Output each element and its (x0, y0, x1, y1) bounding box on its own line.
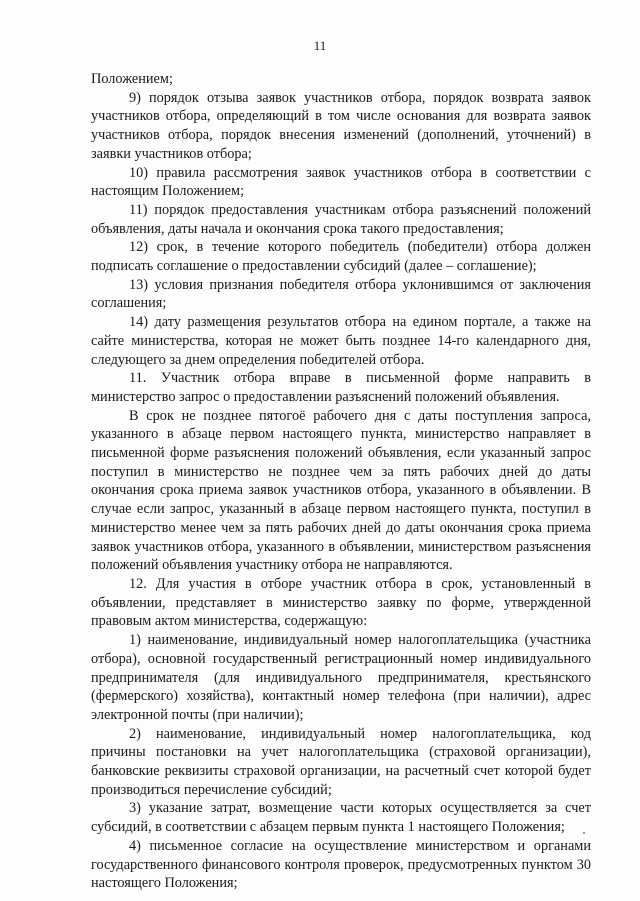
paragraph: 11. Участник отбора вправе в письменной форме направить в министерство запрос о предоставлении разъяснений положений объявления. (91, 370, 591, 405)
paragraph: 9) порядок отзыва заявок участников отбора, порядок возврата заявок участников отбора, определяющий в том числе основания для возврата заявок участников отбора, порядок внесения изменений (дополнений, уточнений) в заявки участников отбора; (91, 89, 591, 162)
paragraph: 10) правила рассмотрения заявок участников отбора в соответствии с настоящим Положением; (91, 164, 591, 200)
paragraph: 4) письменное согласие на осуществление министерством и органами государственного финансового контроля проверок, предусмотренных пунктом 30 настоящего Положения; (91, 837, 591, 892)
paragraph: Положением; (91, 71, 173, 87)
scan-speck (583, 832, 585, 834)
document-body (91, 70, 591, 893)
paragraph: 14) дату размещения результатов отбора на едином портале, а также на сайте министерства, которая не может быть позднее 14-го календарного дня, следующего за днем определения победителей отбора. (91, 314, 591, 368)
paragraph: 12. Для участия в отборе участник отбора в срок, установленный в объявлении, представляет в министерство заявку по форме, утвержденной правовым актом министерства, содержащую: (91, 575, 591, 630)
paragraph: 12) срок, в течение которого победитель (победители) отбора должен подписать соглашение о предоставлении субсидий (далее – соглашение); (91, 239, 591, 275)
paragraph: 11) порядок предоставления участникам отбора разъяснений положений объявления, даты начала и окончания срока такого предоставления; (91, 201, 591, 237)
paragraph: 2) наименование, индивидуальный номер налогоплательщика, код причины постановки на учет налогоплательщика (страховой организации), банковские реквизиты страховой организации, на расчетный счет которой будет производиться перечисление субсидий; (91, 725, 591, 798)
paragraph: 13) условия признания победителя отбора уклонившимся от заключения соглашения; (91, 276, 591, 312)
page-number: 11 (313, 38, 327, 53)
paragraph: 1) наименование, индивидуальный номер налогоплательщика (участника отбора), основной государственный регистрационный номер индивидуального предпринимателя (для индивидуального предпринимателя, крестьянского (фермерского) хозяйства), контактный номер телефона (при наличии), адрес электронной почты (при наличии); (91, 632, 591, 723)
paragraph: 3) указание затрат, возмещение части которых осуществляется за счет субсидий, в соответствии с абзацем первым пункта 1 настоящего Положения; (91, 800, 591, 836)
paragraph: В срок не позднее пятогоё рабочего дня с даты поступления запроса, указанного в абзаце первом настоящего пункта, министерство направляет в письменной форме разъяснения положений объявления, если указанный запрос поступил в министерство не позднее чем за пять рабочих дней до даты окончания срока приема заявок участников отбора, указанного в объявлении. В случае если запрос, указанный в абзаце первом настоящего пункта, поступил в министерство менее чем за пять рабочих дней до даты окончания срока приема заявок участников отбора, указанного в объявлении, министерством разъяснения положений объявления участнику отбора не направляются. (91, 407, 591, 574)
